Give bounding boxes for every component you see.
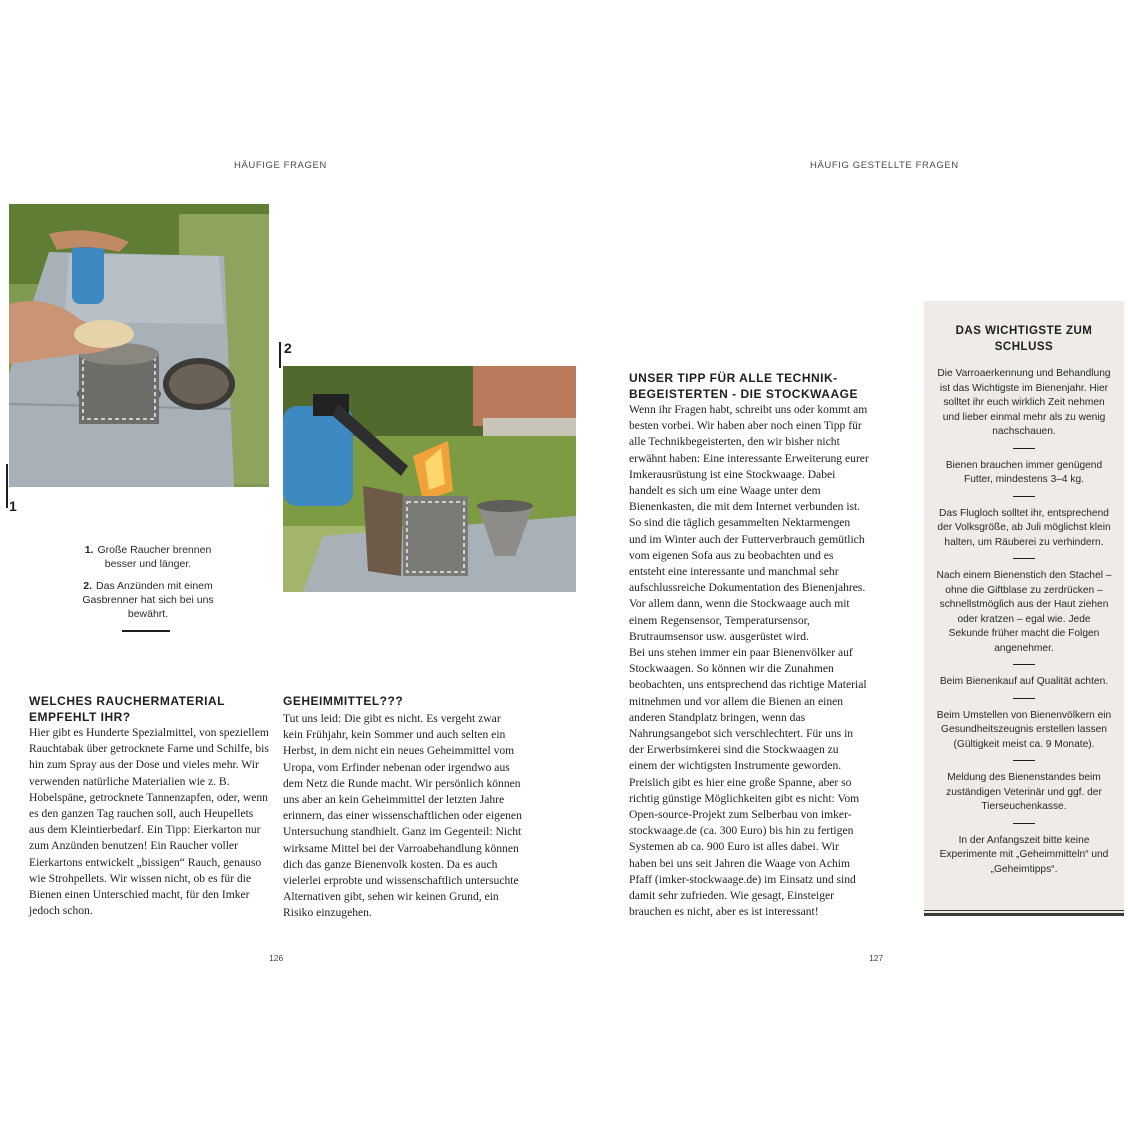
section-body: Hier gibt es Hunderte Spezialmittel, von speziellem Rauchtabak über getrocknete Farne und Schilfe, bis hin zum Spray aus der Dose und vieles mehr. Wir verwenden natürliche Materialien wie z. B. Hobelspäne, getrocknete Tannenzapfen, oder, wenn es den ganzen Tag rauchen soll, auch Heupellets aus dem Kleintierbedarf. Ein Tipp: Eierkarton nur zum Anzünden benutzen! Ein Raucher voller Eierkartons entwickelt „bissigen“ Rauch, genauso wie Strohpellets. Wir wissen nicht, ob es für die Bienen einen Unterschied macht, für den Imker jedoch schon.: [29, 726, 269, 918]
sidebar-item: Nach einem Bienenstich den Stachel – ohne die Giftblase zu zerdrücken – schnellstmöglich aus der Haut ziehen oder kratzen – egal wie. Jede Sekunde früher macht die Folgen angenehmer.: [936, 570, 1112, 654]
sidebar-divider: [1013, 760, 1035, 761]
sidebar-divider: [1013, 823, 1035, 824]
photo-smoker-filling: [9, 204, 269, 487]
sidebar-item: Die Varroaerkennung und Behandlung ist das Wichtigste im Bienenjahr. Hier solltet ihr euch wirklich Zeit nehmen und lieber einmal mehr als zu wenig nachschauen.: [937, 368, 1111, 437]
caption-1: [80, 543, 216, 571]
sidebar-item: Beim Umstellen von Bienenvölkern ein Gesundheitszeugnis erstellen lassen (Gültigkeit meist ca. 9 Monate).: [936, 709, 1112, 750]
sidebar-item: Bienen brauchen immer genügend Futter, mindestens 3–4 kg.: [945, 459, 1103, 485]
figure-2-marker-bar: [279, 342, 281, 368]
sidebar-divider: [1013, 664, 1035, 665]
section-heading: GEHEIMMITTEL???: [283, 694, 404, 708]
caption-list: [80, 543, 216, 629]
caption-rule: [122, 630, 170, 632]
section-smoker-material: [29, 693, 269, 919]
caption-1-number: 1.: [84, 544, 94, 556]
section-secret-remedies: [283, 693, 523, 922]
photo-gas-burner: [283, 366, 576, 592]
sidebar-bottom-rule: [924, 910, 1124, 911]
summary-sidebar: [924, 301, 1124, 916]
running-head-right: HÄUFIG GESTELLTE FRAGEN: [810, 160, 959, 171]
page-number-left: 126: [269, 953, 284, 963]
section-heading: WELCHES RAUCHERMATERIAL EMPFEHLT IHR?: [29, 694, 225, 724]
caption-2-number: 2.: [83, 580, 93, 592]
sidebar-title: DAS WICHTIGSTE ZUM SCHLUSS: [955, 325, 1093, 353]
sidebar-divider: [1013, 496, 1035, 497]
figure-2-number: 2: [284, 340, 292, 356]
section-hive-scale: [629, 370, 869, 921]
figure-1-number: 1: [9, 498, 17, 514]
section-body: Wenn ihr Fragen habt, schreibt uns oder kommt am besten vorbei. Wir haben aber noch einen Tipp für alle Technikbegeisterten, den wir bisher nicht erwähnt haben: Eine interessante Erweiterung eurer Imkerausrüstung ist eine Stockwaage. Dabei handelt es sich um eine Waage unter dem Bienenkasten, die mit dem Internet verbunden ist. So sind die täglich gesammelten Nektarmengen und im Winter auch der Futterverbrauch gemütlich vom eigenen Sofa aus zu beobachten und es entsteht eine interessante und manchmal sehr aufschlussreiche Dokumentation des Bienenjahres. Vor allem dann, wenn die Stockwaage auch mit einem Regensensor, Temperatursensor, Brutraumsensor usw. ausgerüstet wird. Bei uns stehen immer ein paar Bienenvölker auf Stockwaagen. So können wir die Zunahmen beobachten, uns entsprechend das richtige Material mitnehmen und vor allem die Bienen an einen anderen Standplatz bringen, wenn das Nahrungsangebot sich verschlechtert. Für uns in der Erwerbsimkerei sind die Stockwaagen zu einem der wichtigsten Instrumente geworden. Preislich gibt es hier eine große Spanne, aber so richtig günstige Möglichkeiten gibt es nicht: Vom Open-source-Projekt zum Selberbau von imker-stockwaage.de (ca. 300 Euro) bis hin zu fertigen Systemen ab ca. 900 Euro ist alles dabei. Wir haben bei uns seit Jahren die Waage von Achim Pfaff (imker-stockwaage.de) im Einsatz und sind damit sehr zufrieden. Wie gesagt, Einsteiger brauchen es nicht, aber es ist interessant!: [629, 403, 869, 919]
sidebar-divider: [1013, 698, 1035, 699]
sidebar-item: Meldung des Bienenstandes beim zuständigen Veterinär und ggf. der Tierseuchenkasse.: [946, 772, 1102, 812]
running-head-left: HÄUFIGE FRAGEN: [234, 160, 327, 171]
figure-1-marker-bar: [6, 464, 8, 508]
sidebar-item: Beim Bienenkauf auf Qualität achten.: [939, 676, 1109, 687]
page-number-right: 127: [869, 953, 884, 963]
sidebar-item: Das Flugloch solltet ihr, entsprechend der Volksgröße, ab Juli möglichst klein halten, um Räuberei zu verhindern.: [937, 507, 1111, 548]
caption-1-text: Große Raucher brennen besser und länger.: [97, 544, 212, 570]
section-body: Tut uns leid: Die gibt es nicht. Es vergeht zwar kein Frühjahr, kein Sommer und auch selten ein Herbst, in dem nicht ein neues Geheimmittel vom Uropa, vom Erfinder nebenan oder irgendwo aus dem Netz die Runde macht. Wir persönlich können uns aber an kein Geheimmittel der letzten Jahre erinnern, das einer wissenschaftlichen oder eigenen Untersuchung standhielt. Ganz im Gegenteil: Nicht wirksame Mittel bei der Varroabehandlung können dich das ganze Bienenvolk kosten. Da es auch vielerlei erprobte und wissenschaftlich untersuchte Alternativen gibt, sehen wir keinen Grund, ein Risiko einzugehen.: [283, 712, 522, 920]
sidebar-divider: [1013, 558, 1035, 559]
section-heading: UNSER TIPP FÜR ALLE TECHNIK-BEGEISTERTEN - DIE STOCKWAAGE: [629, 371, 858, 401]
sidebar-item: In der Anfangszeit bitte keine Experimente mit „Geheimmitteln“ und „Geheimtipps“.: [939, 834, 1109, 875]
caption-2-text: Das Anzünden mit einem Gasbrenner hat sich bei uns bewährt.: [82, 580, 214, 620]
caption-2: [80, 579, 216, 621]
sidebar-divider: [1013, 448, 1035, 449]
